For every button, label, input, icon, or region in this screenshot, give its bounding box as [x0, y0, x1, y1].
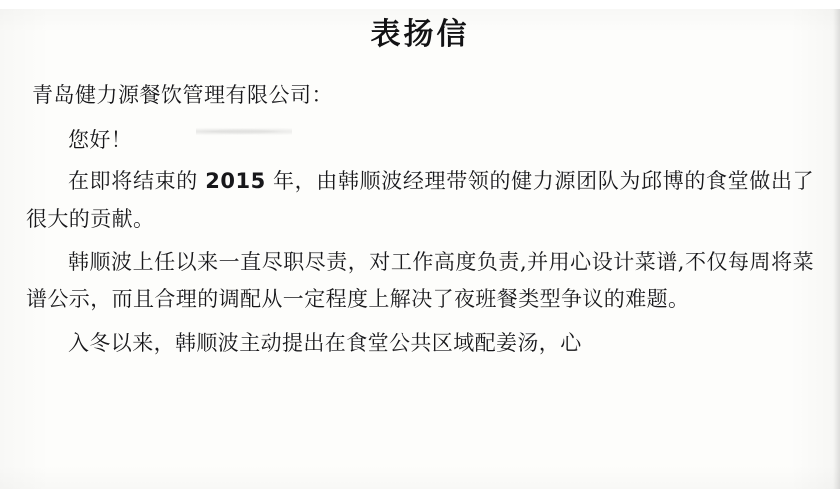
document-salutation: 青岛健力源餐饮管理有限公司：	[32, 83, 333, 107]
paragraph-2: 韩顺波上任以来一直尽职尽责，对工作高度负责,并用心设计菜谱,不仅每周将菜谱公示，而且合理的调配从一定程度上解决了夜班餐类型争议的难题。	[26, 249, 814, 312]
paragraph-3: 入冬以来，韩顺波主动提出在食堂公共区域配姜汤，心	[68, 330, 582, 355]
scan-edge-shadow	[833, 9, 840, 489]
document-greeting: 您好！	[68, 128, 133, 153]
document-page	[0, 9, 840, 489]
paragraph-1-after: 年，由韩顺波经理带领的健力源团队为邱博的食堂做出了很大的贡献。	[26, 169, 814, 231]
paragraph-1-before: 在即将结束的	[68, 169, 206, 194]
paragraph-1-year: 2015	[205, 169, 266, 194]
document-title: 表扬信	[370, 17, 470, 52]
paragraph-1	[26, 163, 814, 238]
